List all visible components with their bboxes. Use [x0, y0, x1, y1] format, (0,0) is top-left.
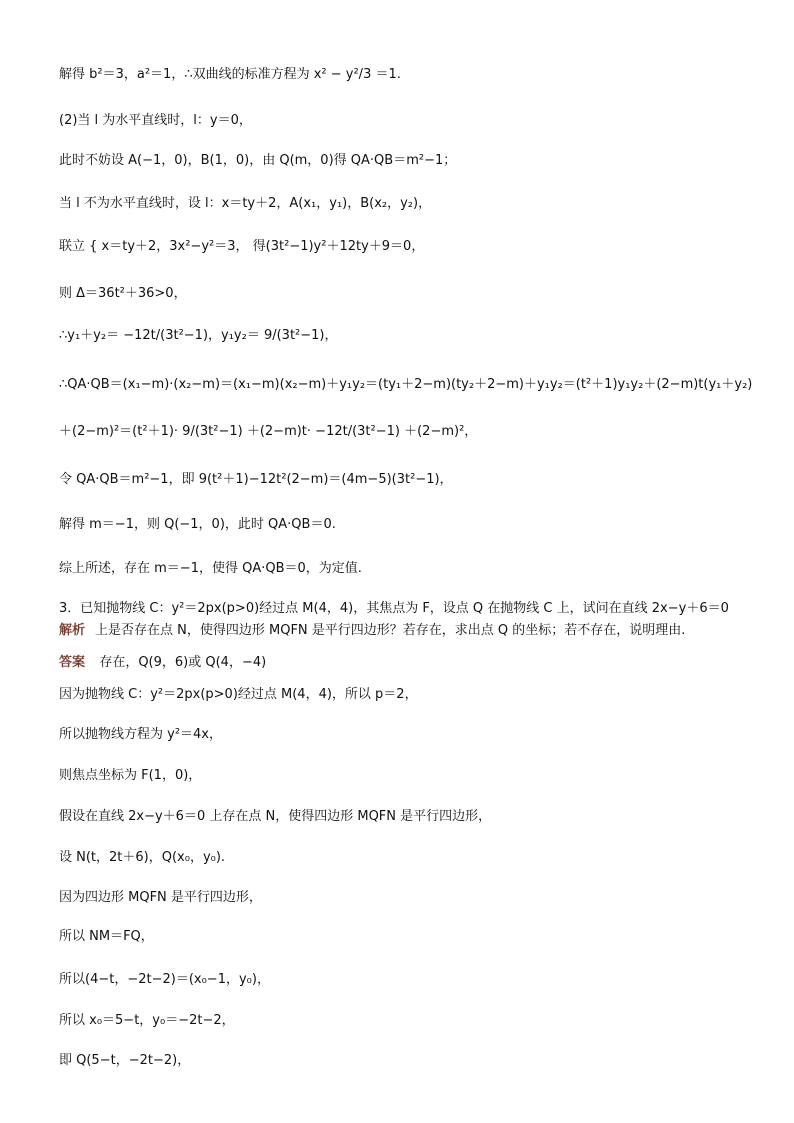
text-line: 设 N(t，2t＋6)，Q(x₀，y₀). [59, 850, 226, 865]
text-line: 则焦点坐标为 F(1，0)， [59, 768, 202, 783]
text-line: 此时不妨设 A(−1，0)，B(1，0)，由 Q(m，0)得 QA·QB＝m²−1； [59, 153, 457, 168]
text-line: 所以 x₀＝5−t，y₀＝−2t−2， [59, 1013, 235, 1028]
answer-label: 答案 [59, 655, 86, 670]
text-line: ∴QA·QB＝(x₁−m)·(x₂−m)＝(x₁−m)(x₂−m)＋y₁y₂＝(ty₁＋2−m)(ty₂＋2−m)＋y₁y₂＝(t²＋1)y₁y₂＋(2−m)t(y₁＋y₂) [59, 377, 753, 392]
text-line: 所以抛物线方程为 y²＝4x， [59, 727, 223, 742]
text-line: 假设在直线 2x−y＋6＝0 上存在点 N，使得四边形 MQFN 是平行四边形， [59, 809, 492, 824]
text-line: ＋(2−m)²＝(t²＋1)· 9/(3t²−1) ＋(2−m)t· −12t/(3t²−1) ＋(2−m)²， [59, 424, 478, 439]
text-line: 所以 NM＝FQ， [59, 929, 154, 944]
text-line: ∴y₁＋y₂＝ −12t/(3t²−1)，y₁y₂＝ 9/(3t²−1)， [59, 328, 338, 343]
text-line: 令 QA·QB＝m²−1，即 9(t²＋1)−12t²(2−m)＝(4m−5)(3t²−1)， [59, 472, 453, 487]
text-line: 因为抛物线 C：y²＝2px(p>0)经过点 M(4，4)，所以 p＝2， [59, 687, 418, 702]
answer-text: 存在，Q(9，6)或 Q(4，−4) [99, 655, 267, 670]
text-line: 则 Δ＝36t²＋36>0， [59, 286, 187, 301]
analysis-text: 上是否存在点 N，使得四边形 MQFN 是平行四边形？若存在，求出点 Q 的坐标；若不存在，说明理由. [95, 623, 686, 638]
text-line: 综上所述，存在 m＝−1，使得 QA·QB＝0，为定值. [59, 561, 362, 576]
text-line: 解得 m＝−1，则 Q(−1，0)，此时 QA·QB＝0. [59, 517, 336, 532]
text-line [59, 622, 685, 640]
text-line: 当 l 不为水平直线时，设 l：x＝ty＋2，A(x₁，y₁)，B(x₂，y₂)， [59, 196, 432, 211]
text-line: 因为四边形 MQFN 是平行四边形， [59, 890, 262, 905]
text-line: 所以(4−t，−2t−2)＝(x₀−1，y₀)， [59, 972, 270, 987]
analysis-label: 解析 [59, 623, 86, 638]
text-line: (2)当 l 为水平直线时，l：y＝0， [59, 113, 252, 128]
text-line: 即 Q(5−t，−2t−2)， [59, 1053, 191, 1068]
text-line: 解得 b²＝3，a²＝1，∴双曲线的标准方程为 x² − y²/3 ＝1. [59, 67, 401, 82]
answer-line [59, 653, 266, 672]
text-line: 3．已知抛物线 C：y²＝2px(p>0)经过点 M(4，4)，其焦点为 F，设点 Q 在抛物线 C 上，试问在直线 2x−y＋6＝0 [59, 601, 729, 616]
text-line: 联立 { x＝ty＋2，3x²−y²＝3， 得(3t²−1)y²＋12ty＋9＝0， [59, 239, 425, 254]
